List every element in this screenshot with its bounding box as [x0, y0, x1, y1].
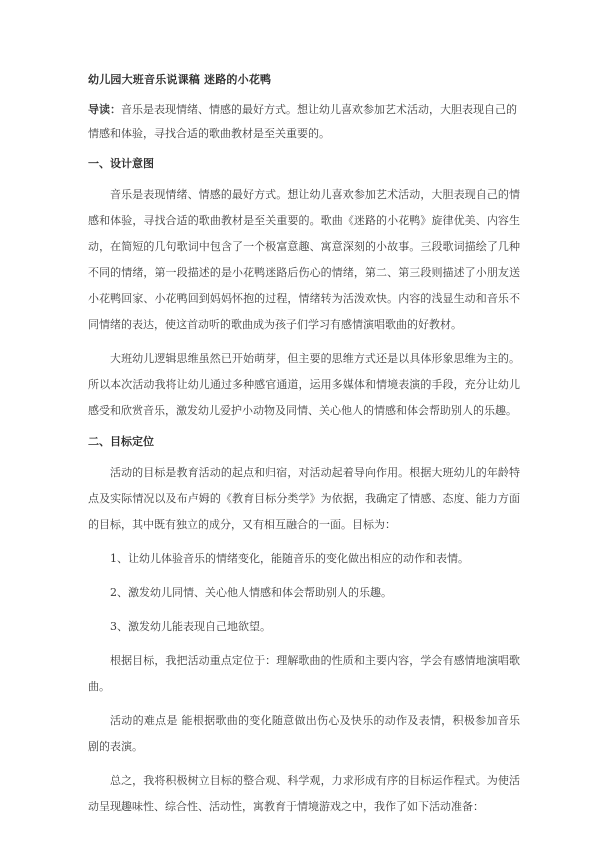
design-intent-paragraph-1: 音乐是表现情绪、情感的最好方式。想让幼儿喜欢参加艺术活动，大胆表现自己的情感和体验，寻找合适的歌曲教材是至关重要的。歌曲《迷路的小花鸭》旋律优美、内容生动，在简短的几句歌词中包含了一个极富意趣、寓意深刻的小故事。三段歌词描绘了几种不同的情绪，第一段描述的是小花鸭迷路后伤心的情绪，第二、第三段则描述了小朋友送小花鸭回家、小花鸭回到妈妈怀抱的过程，情绪转为活泼欢快。内容的浅显生动和音乐不同情绪的表达，使这首动听的歌曲成为孩子们学习有感情演唱歌曲的好教材。 — [88, 188, 520, 331]
section-heading-goal-positioning: 二、目标定位 — [88, 435, 154, 448]
section-heading-design-intent: 一、设计意图 — [88, 157, 154, 170]
lead-label: 导读： — [88, 103, 121, 116]
difficulty-paragraph: 活动的难点是 能根据歌曲的变化随意做出伤心及快乐的动作及表情，积极参加音乐剧的表演。 — [88, 714, 520, 753]
goal-item-2: 2、激发幼儿同情、关心他人情感和体会帮助别人的乐趣。 — [110, 586, 392, 599]
summary-paragraph: 总之，我将积极树立目标的整合观、科学观，力求形成有序的目标运作程式。为使活动呈现趣味性、综合性、活动性，寓教育于情境游戏之中，我作了如下活动准备： — [88, 774, 520, 813]
lead-paragraph — [88, 98, 520, 146]
document-title: 幼儿园大班音乐说课稿 迷路的小花鸭 — [88, 73, 272, 86]
key-point-paragraph: 根据目标，我把活动重点定位于：理解歌曲的性质和主要内容，学会有感情地演唱歌曲。 — [88, 654, 520, 693]
design-intent-paragraph-2: 大班幼儿逻辑思维虽然已开始萌芽，但主要的思维方式还是以具体形象思维为主的。所以本次活动我将让幼儿通过多种感官通道，运用多媒体和情境表演的手段，充分让幼儿感受和欣赏音乐，激发幼儿爱护小动物及同情、关心他人的情感和体会帮助别人的乐趣。 — [88, 352, 520, 417]
goal-item-1: 1、让幼儿体验音乐的情绪变化，能随音乐的变化做出相应的动作和表情。 — [110, 552, 469, 565]
document-page — [88, 72, 520, 828]
goal-intro-paragraph: 活动的目标是教育活动的起点和归宿，对活动起着导向作用。根据大班幼儿的年龄特点及实际情况以及布卢姆的《教育目标分类学》为依据，我确定了情感、态度、能力方面的目标，其中既有独立的成分，又有相互融合的一面。目标为： — [88, 466, 520, 531]
goal-item-3: 3、激发幼儿能表现自己地欲望。 — [110, 620, 271, 633]
lead-text: 音乐是表现情绪、情感的最好方式。想让幼儿喜欢参加艺术活动，大胆表现自己的情感和体验，寻找合适的歌曲教材是至关重要的。 — [88, 103, 517, 140]
